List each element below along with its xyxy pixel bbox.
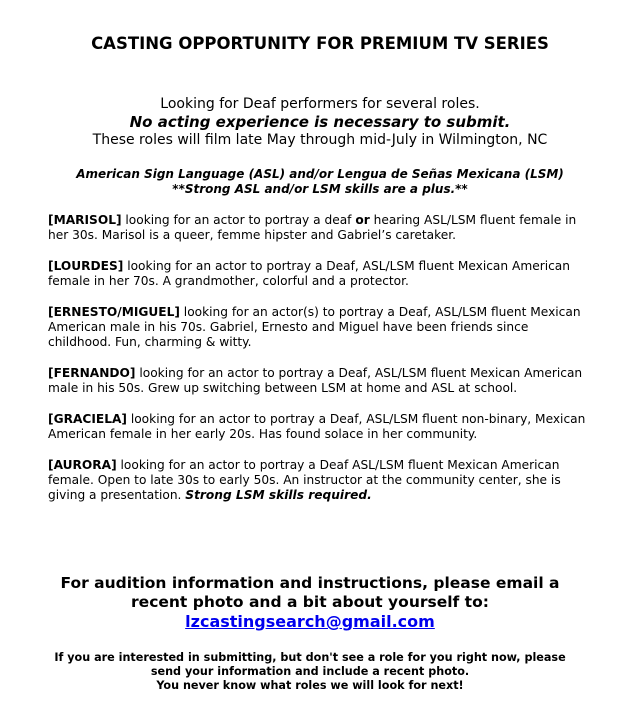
intro-line-2: No acting experience is necessary to submit. xyxy=(129,113,511,131)
role-name: [AURORA] xyxy=(48,458,117,472)
role-description: looking for an actor to portray a deaf xyxy=(121,213,356,227)
role-name: [GRACIELA] xyxy=(48,412,127,426)
language-block xyxy=(40,167,600,197)
role-name: [FERNANDO] xyxy=(48,366,136,380)
footer-line-1: If you are interested in submitting, but don't see a role for you right now, please send your information and include a recent photo. xyxy=(54,651,566,678)
language-line-1: American Sign Language (ASL) and/or Lengua de Señas Mexicana (LSM) xyxy=(76,167,564,181)
footer-line-2: You never know what roles we will look for next! xyxy=(156,679,464,692)
role-emphasis: or xyxy=(355,213,370,227)
role-description: looking for an actor to portray a Deaf, ASL/LSM fluent Mexican American male in his 50s. Grew up switching between LSM at home and ASL at school. xyxy=(48,366,583,395)
role-description: looking for an actor(s) to portray a Deaf, ASL/LSM fluent Mexican American male in his 70s. Gabriel, Ernesto and Miguel have been friends since childhood. Fun, charming & witty. xyxy=(48,305,581,349)
roles-list xyxy=(48,213,588,519)
role-description: looking for an actor to portray a Deaf, ASL/LSM fluent non-binary, Mexican American female in her early 20s. Has found solace in her community. xyxy=(48,412,586,441)
email-link[interactable]: lzcastingsearch@gmail.com xyxy=(185,612,435,631)
role-name: [LOURDES] xyxy=(48,259,124,273)
role-marisol xyxy=(48,213,588,243)
role-description: looking for an actor to portray a Deaf, ASL/LSM fluent Mexican American female in her 70s. A grandmother, colorful and a protector. xyxy=(48,259,570,288)
role-name: [ERNESTO/MIGUEL] xyxy=(48,305,180,319)
role-name: [MARISOL] xyxy=(48,213,122,227)
intro-block xyxy=(40,95,600,149)
role-graciela xyxy=(48,412,588,442)
role-description: looking for an actor to portray a Deaf ASL/LSM fluent Mexican American female. Open to late 30s to early 50s. An instructor at the community center, she is giving a presentation. xyxy=(48,458,561,502)
language-line-2: **Strong ASL and/or LSM skills are a plus.** xyxy=(172,182,468,196)
role-emphasis: Strong LSM skills required. xyxy=(185,488,372,502)
role-ernesto-miguel xyxy=(48,305,588,350)
intro-line-1: Looking for Deaf performers for several roles. xyxy=(160,96,480,112)
role-description-cont: hearing ASL/LSM fluent female in her 30s. Marisol is a queer, femme hipster and Gabriel’s caretaker. xyxy=(48,213,577,242)
page-title: CASTING OPPORTUNITY FOR PREMIUM TV SERIES xyxy=(91,34,549,53)
audition-block xyxy=(30,574,590,631)
role-lourdes xyxy=(48,259,588,289)
role-aurora xyxy=(48,458,588,503)
role-fernando xyxy=(48,366,588,396)
intro-line-3: These roles will film late May through mid-July in Wilmington, NC xyxy=(92,132,548,148)
footer-note xyxy=(40,651,580,693)
audition-text: For audition information and instructions, please email a recent photo and a bit about yourself to: xyxy=(60,574,560,611)
